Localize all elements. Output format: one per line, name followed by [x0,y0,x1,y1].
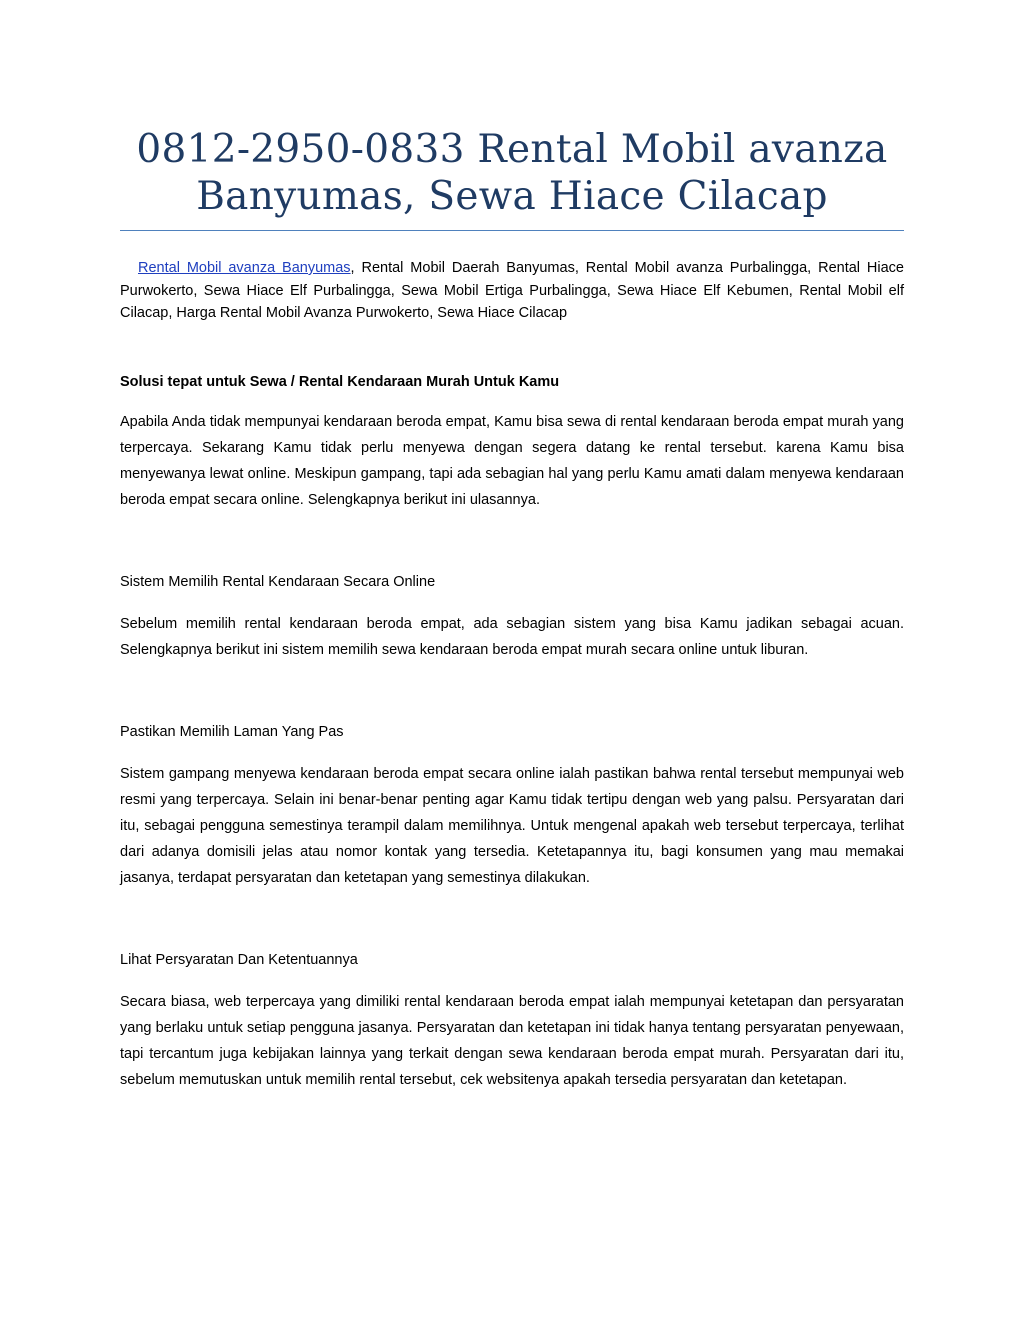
paragraph-4: Secara biasa, web terpercaya yang dimiliki rental kendaraan beroda empat ialah mempunyai ketetapan dan persyaratan yang berlaku untuk setiap pengguna jasanya. Persyaratan dan ketetapan ini tidak hanya tentang persyaratan penyewaan, tapi tercantum juga kebijakan lainnya yang terkait dengan sewa kendaraan beroda empat murah. Persyaratan dari itu, sebelum memutuskan untuk memilih rental tersebut, cek websitenya apakah tersedia persyaratan dan ketetapan. [120,993,904,1088]
subheading-3: Lihat Persyaratan Dan Ketentuannya [120,951,358,968]
page-title: 0812-2950-0833 Rental Mobil avanza Banyumas, Sewa Hiace Cilacap [136,127,888,219]
paragraph-2: Sebelum memilih rental kendaraan beroda empat, ada sebagian sistem yang bisa Kamu jadikan sebagai acuan. Selengkapnya berikut ini sistem memilih sewa kendaraan beroda empat murah secara online untuk liburan. [120,615,904,658]
title-divider [120,230,904,231]
paragraph-1: Apabila Anda tidak mempunyai kendaraan beroda empat, Kamu bisa sewa di rental kendaraan beroda empat murah yang terpercaya. Sekarang Kamu tidak perlu menyewa dengan segera datang ke rental tersebut. karena Kamu bisa menyewanya lewat online. Meskipun gampang, tapi ada sebagian hal yang perlu Kamu amati dalam menyewa kendaraan beroda empat secara online. Selengkapnya berikut ini ulasannya. [120,413,904,508]
intro-text: , Rental Mobil Daerah Banyumas, Rental Mobil avanza Purbalingga, Rental Hiace Purwokerto, Sewa Hiace Elf Purbalingga, Sewa Mobil Ertiga Purbalingga, Sewa Hiace Elf Kebumen, Rental Mobil elf Cilacap, Harga Rental Mobil Avanza Purwokerto, Sewa Hiace Cilacap [120,260,904,321]
paragraph-3: Sistem gampang menyewa kendaraan beroda empat secara online ialah pastikan bahwa rental tersebut mempunyai web resmi yang terpercaya. Selain ini benar-benar penting agar Kamu tidak tertipu dengan web yang palsu. Persyaratan dari itu, sebagai pengguna semestinya terampil dalam memilihnya. Untuk mengenal apakah web tersebut terpercaya, terlihat dari adanya domisili jelas atau nomor kontak yang tersedia. Ketetapannya itu, bagi konsumen yang mau memakai jasanya, terdapat persyaratan dan ketetapan yang semestinya dilakukan. [120,765,904,886]
subheading-1: Sistem Memilih Rental Kendaraan Secara Online [120,573,436,590]
intro-link[interactable]: Rental Mobil avanza Banyumas [138,260,351,276]
intro-paragraph [120,257,904,325]
subheading-2: Pastikan Memilih Laman Yang Pas [120,723,344,740]
section-heading: Solusi tepat untuk Sewa / Rental Kendaraan Murah Untuk Kamu [120,373,560,390]
document-page [120,0,904,1093]
